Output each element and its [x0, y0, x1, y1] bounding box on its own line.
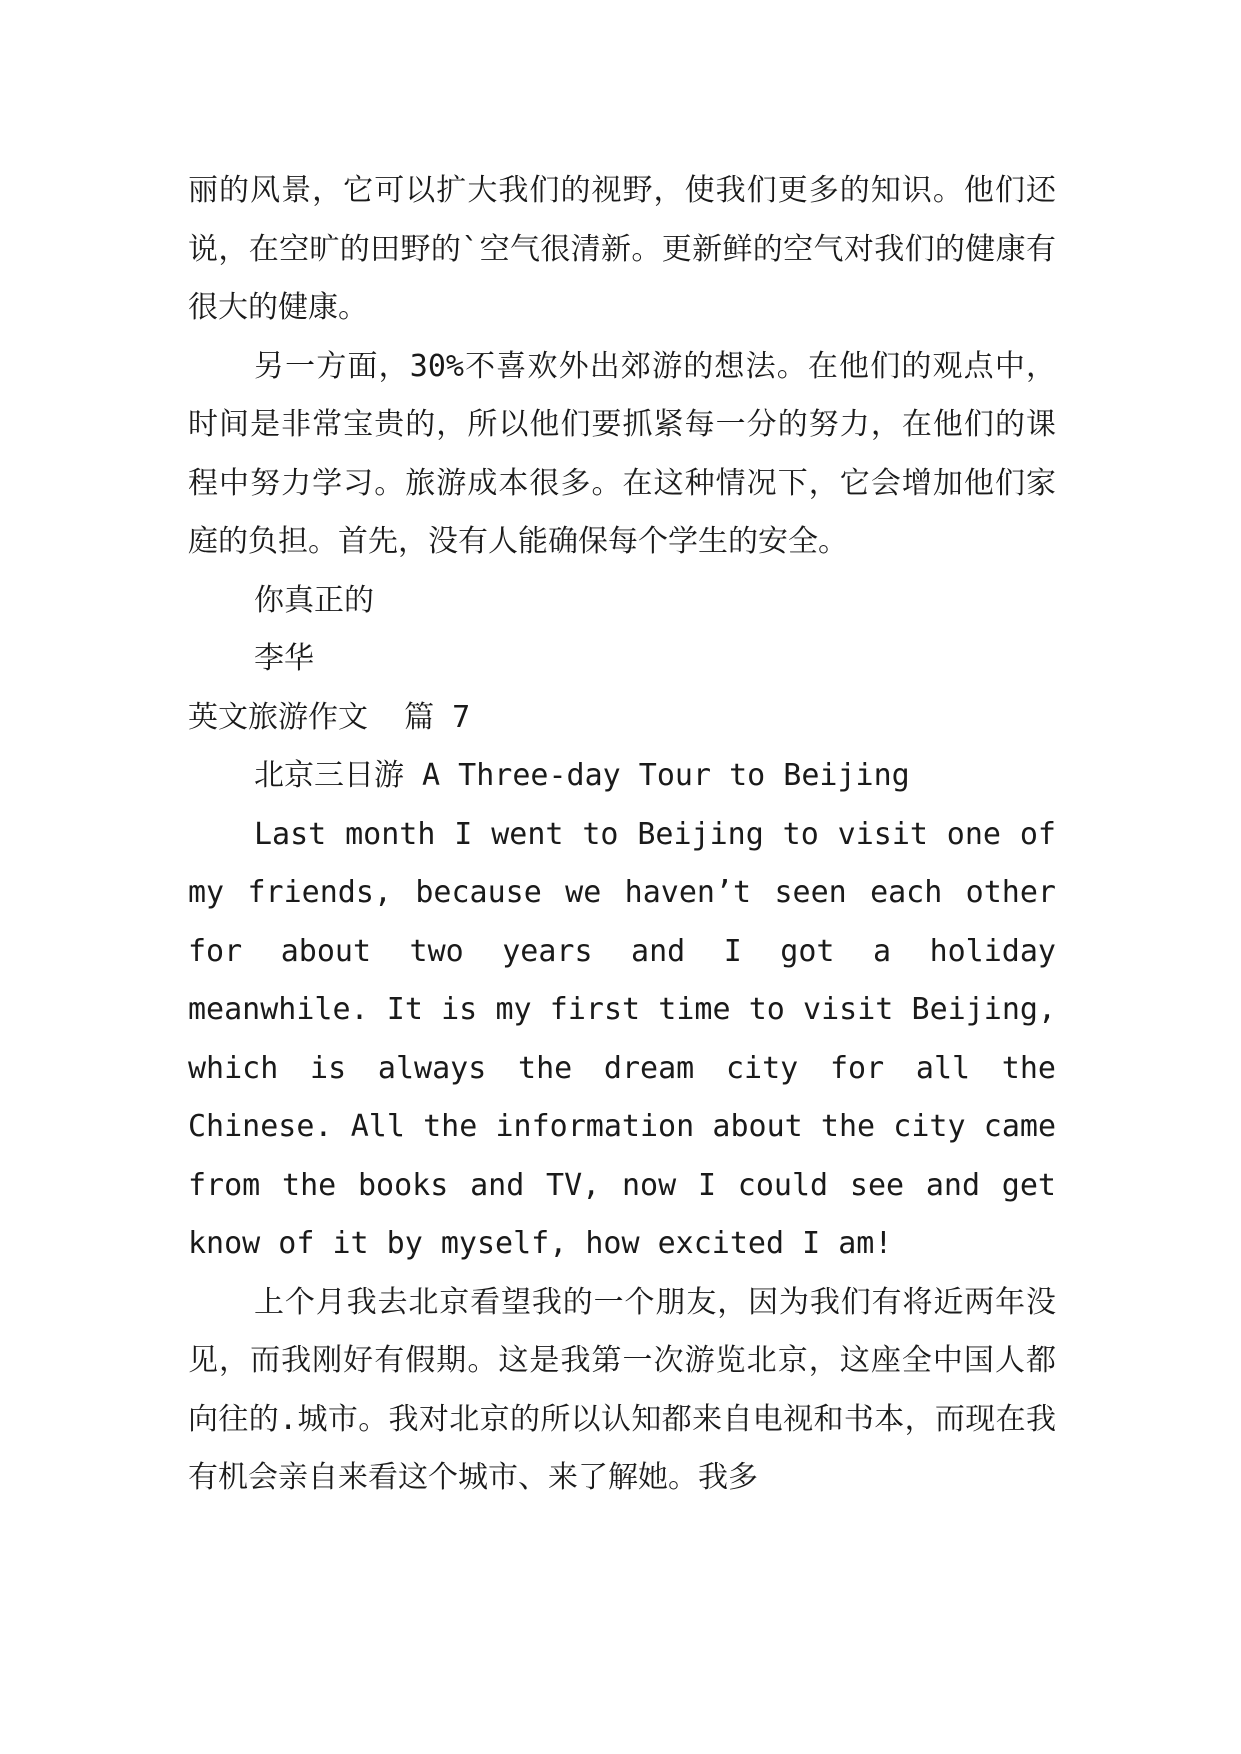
paragraph-chinese-translation: 上个月我去北京看望我的一个朋友，因为我们有将近两年没见，而我刚好有假期。这是我第一次游览北京，这座全中国人都向往的.城市。我对北京的所以认知都来自电视和书本，而现在我有机会亲自来看这个城市、来了解她。我多 — [188, 1284, 1056, 1495]
section-heading: 英文旅游作文 篇 7 — [188, 699, 471, 735]
letter-signature: 李华 — [254, 641, 314, 676]
essay-subtitle: 北京三日游 A Three-day Tour to Beijing — [254, 758, 910, 793]
paragraph-opposing-view: 另一方面，30%不喜欢外出郊游的想法。在他们的观点中，时间是非常宝贵的，所以他们要抓紧每一分的努力，在他们的课程中努力学习。旅游成本很多。在这种情况下，它会增加他们家庭的负担。首先，没有人能确保每个学生的安全。 — [188, 348, 1056, 559]
document-page — [188, 162, 1056, 1508]
letter-closing: 你真正的 — [254, 582, 374, 618]
paragraph-scenery: 丽的风景，它可以扩大我们的视野，使我们更多的知识。他们还说，在空旷的田野的`空气很清新。更新鲜的空气对我们的健康有很大的健康。 — [188, 173, 1056, 325]
paragraph-english: Last month I went to Beijing to visit one of my friends, because we haven’t seen each other for about two years and I got a holiday meanwhile. It is my first time to visit Beijing, which is always the dream city for all the Chinese. All the information about the city came from the books and TV, now I could see and get know of it by myself, how excited I am! — [188, 816, 1056, 1261]
